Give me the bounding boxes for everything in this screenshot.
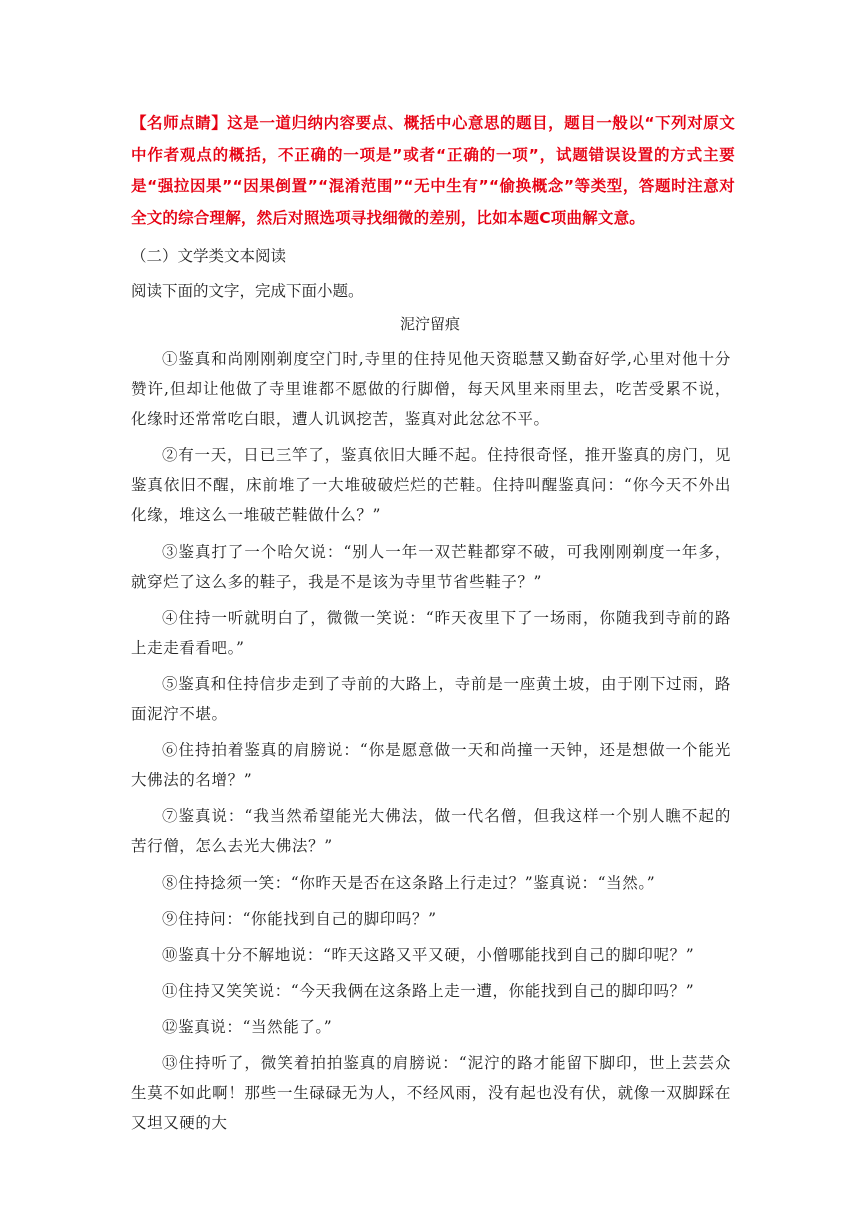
paragraph: ①鉴真和尚刚刚剃度空门时,寺里的住持见他天资聪慧又勤奋好学,心里对他十分赞许,但却让他做了寺里谁都不愿做的行脚僧，每天风里来雨里去，吃苦受累不说，化缘时还常常吃白眼，遭人讥讽挖苦，鉴真对此忿忿不平。 [131,350,731,429]
paragraph: ④住持一听就明白了，微微一笑说：“昨天夜里下了一场雨，你随我到寺前的路上走走看看吧。” [131,608,731,657]
story-title: 泥泞留痕 [399,315,460,333]
section-heading: （二）文学类文本阅读 [131,247,287,265]
paragraph: ⑬住持听了，微笑着拍拍鉴真的肩膀说：“泥泞的路才能留下脚印，世上芸芸众生莫不如此啊！那些一生碌碌无为人，不经风雨，没有起也没有伏，就像一双脚踩在又坦又硬的大 [131,1053,731,1133]
reading-instruction: 阅读下面的文字，完成下面小题。 [131,282,364,300]
paragraph: ⑥住持拍着鉴真的肩膀说：“你是愿意做一天和尚撞一天钟，还是想做一个能光大佛法的名增？” [131,741,731,790]
paragraph: ⑫鉴真说：“当然能了。” [162,1017,333,1036]
paragraph: ⑤鉴真和住持信步走到了寺前的大路上，寺前是一座黄土坡，由于刚下过雨，路面泥泞不堪。 [131,674,731,724]
teacher-tip [131,108,735,234]
paragraph: ⑧住持捻须一笑：“你昨天是否在这条路上行走过？”鉴真说：“当然。” [162,873,656,892]
story-body [131,344,731,1138]
paragraph: ③鉴真打了一个哈欠说：“别人一年一双芒鞋都穿不破，可我刚刚剃度一年多，就穿烂了这么多的鞋子，我是不是该为寺里节省些鞋子？” [131,542,731,591]
paragraph: ⑨住持问：“你能找到自己的脚印吗？” [162,909,437,928]
tip-label: 【名师点睛】 [131,114,228,132]
paragraph: ⑦鉴真说：“我当然希望能光大佛法，做一代名僧，但我这样一个别人瞧不起的苦行僧，怎么去光大佛法？” [131,807,731,856]
tip-text: 这是一道归纳内容要点、概括中心意思的题目，题目一般以“下列对原文中作者观点的概括，不正确的一项是”或者“正确的一项”，试题错误设置的方式主要是“强拉因果”“因果倒置”“混淆范围”“无中生有”“偷换概念”等类型，答题时注意对全文的综合理解，然后对照选项寻找细微的差别，比如本题C项曲解文意。 [131,114,735,227]
paragraph: ⑪住持又笑笑说：“今天我俩在这条路上走一遭，你能找到自己的脚印吗？” [162,981,695,1000]
paragraph: ⑩鉴真十分不解地说：“昨天这路又平又硬，小僧哪能找到自己的脚印呢？” [162,945,695,964]
paragraph: ②有一天，日已三竿了，鉴真依旧大睡不起。住持很奇怪，推开鉴真的房门，见鉴真依旧不醒，床前堆了一大堆破破烂烂的芒鞋。住持叫醒鉴真问：“你今天不外出化缘，堆这么一堆破芒鞋做什么？” [131,446,731,525]
